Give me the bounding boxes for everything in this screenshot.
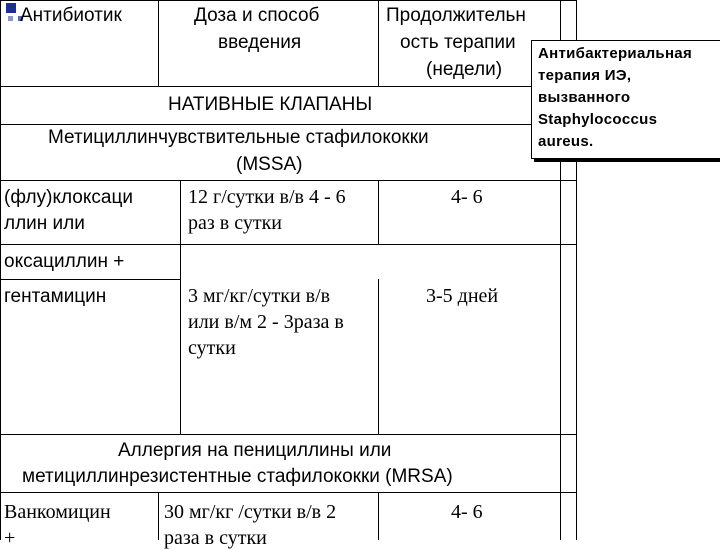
col-divider-1-last <box>158 492 159 540</box>
row1-dose-line1: 12 г/сутки в/в 4 - 6 <box>188 186 346 208</box>
col-divider-1-row1 <box>180 180 181 244</box>
section-native-subtitle-line1: Метициллинчувствительные стафилококки <box>48 127 429 148</box>
table-border-left <box>0 0 1 540</box>
col-divider-2-last <box>378 492 379 540</box>
header-duration-line3: (недели) <box>426 59 503 80</box>
col-divider-2-row1 <box>378 180 379 244</box>
callout-line3: вызванного <box>538 89 631 106</box>
last-row-dose-line1: 30 мг/кг /сутки в/в 2 <box>164 501 337 523</box>
row3-dose-line3: сутки <box>188 337 236 359</box>
row2-divider <box>0 279 180 280</box>
header-duration-line2: ость терапии <box>400 32 516 53</box>
callout-line2: терапия ИЭ, <box>538 67 632 84</box>
col-divider-1-row2 <box>180 244 181 279</box>
section-native-subtitle-line2: (MSSA) <box>236 154 303 175</box>
row1-divider <box>0 244 577 245</box>
row3-dose-line1: 3 мг/кг/сутки в/в <box>188 285 331 307</box>
row3-duration: 3-5 дней <box>426 285 499 307</box>
header-dose-line1: Доза и способ <box>194 5 320 26</box>
row2-drug: оксациллин + <box>4 251 125 272</box>
row1-drug-line2: ллин или <box>4 213 85 234</box>
section-allergy-line1: Аллергия на пенициллины или <box>118 440 392 461</box>
callout-line1: Антибактериальная <box>538 45 692 62</box>
table-border-top <box>0 0 577 1</box>
col-divider-1-row3 <box>180 279 181 434</box>
header-duration-line1: Продолжительн <box>386 5 526 26</box>
col-divider-2-row3 <box>378 279 379 434</box>
allergy-divider-top <box>0 434 577 435</box>
section-allergy-line2: метициллинрезистентные стафилококки (MRSA) <box>22 466 453 487</box>
header-divider <box>0 86 532 87</box>
row1-dose-line2: раз в сутки <box>188 212 282 234</box>
header-dose-line2: введения <box>218 32 302 53</box>
row1-duration: 4- 6 <box>451 186 483 208</box>
title-divider <box>0 124 532 125</box>
row1-drug-line1: (флу)клоксаци <box>4 187 133 208</box>
last-row-dose-line2: раза в сутки <box>164 527 267 549</box>
row3-dose-line2: или в/м 2 - 3раза в <box>188 311 344 333</box>
header-antibiotic: Антибиотик <box>20 5 122 26</box>
callout-line5: aureus. <box>538 133 594 150</box>
slide-bullet-icon <box>6 3 16 13</box>
row3-drug: гентамицин <box>4 286 107 307</box>
callout-box <box>531 40 720 159</box>
last-row-duration: 4- 6 <box>451 501 483 523</box>
allergy-divider-bottom <box>0 492 577 493</box>
callout-line4: Staphylococcus <box>538 111 658 128</box>
col-divider-2-header <box>378 0 379 86</box>
slide-bullet-accent-icon <box>8 16 13 21</box>
section-native-title: НАТИВНЫЕ КЛАПАНЫ <box>168 94 373 115</box>
last-row-drug-line2: + <box>4 527 16 549</box>
last-row-drug-line1: Ванкомицин <box>4 501 111 523</box>
mssa-divider <box>0 180 577 181</box>
col-divider-1-header <box>158 0 159 86</box>
